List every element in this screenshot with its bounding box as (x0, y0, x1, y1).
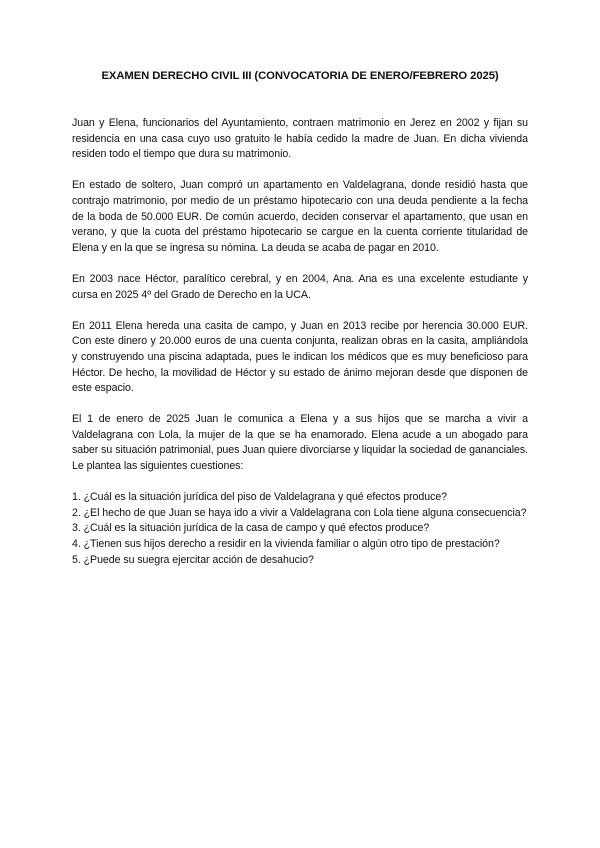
question-item: 3. ¿Cuál es la situación jurídica de la casa de campo y qué efectos produce? (72, 522, 430, 535)
paragraph-separation: El 1 de enero de 2025 Juan le comunica a Elena y a sus hijos que se marcha a vivir a Valdelagrana con Lola, la mujer de la que se ha enamorado. Elena acude a un abogado para saber su situación patrimonial, pues Juan quiere divorciarse y liquidar la sociedad de gananciales. Le plantea las siguientes cuestiones: (72, 413, 528, 473)
question-item: 2. ¿El hecho de que Juan se haya ido a vivir a Valdelagrana con Lola tiene alguna consecuencia? (72, 506, 527, 519)
paragraph-marriage: Juan y Elena, funcionarios del Ayuntamiento, contraen matrimonio en Jerez en 2002 y fijan su residencia en una casa cuyo uso gratuito le había cedido la madre de Juan. En dicha vivienda residen todo el tiempo que dura su matrimonio. (72, 117, 528, 161)
paragraph-children: En 2003 nace Héctor, paralítico cerebral, y en 2004, Ana. Ana es una excelente estudiante y cursa en 2025 4º del Grado de Derecho en la UCA. (72, 272, 528, 301)
question-item: 5. ¿Puede su suegra ejercitar acción de desahucio? (72, 553, 314, 566)
question-item: 1. ¿Cuál es la situación jurídica del piso de Valdelagrana y qué efectos produce? (72, 491, 448, 504)
paragraph-apartment: En estado de soltero, Juan compró un apartamento en Valdelagrana, donde residió hasta que contrajo matrimonio, por medio de un préstamo hipotecario con una deuda pendiente a la fecha de la boda de 50.000 EUR. De común acuerdo, deciden conservar el apartamento, que usan en verano, y que la cuota del préstamo hipotecario se cargue en la cuenta corriente titularidad de Elena y en la que se ingresa su nómina. La deuda se acaba de pagar en 2010. (72, 179, 528, 254)
document-title: EXAMEN DERECHO CIVIL III (CONVOCATORIA DE ENERO/FEBRERO 2025) (101, 70, 499, 82)
questions-list (72, 490, 528, 568)
question-item: 4. ¿Tienen sus hijos derecho a residir en la vivienda familiar o algún otro tipo de prestación? (72, 538, 500, 551)
document-body (72, 116, 528, 568)
paragraph-country-house: En 2011 Elena hereda una casita de campo, y Juan en 2013 recibe por herencia 30.000 EUR. Con este dinero y 20.000 euros de una cuenta conjunta, realizan obras en la casita, ampliándola y construyendo una piscina adaptada, pues le indican los médicos que es muy beneficioso para Héctor. De hecho, la movilidad de Héctor y su estado de ánimo mejoran desde que disponen de este espacio. (72, 319, 528, 395)
